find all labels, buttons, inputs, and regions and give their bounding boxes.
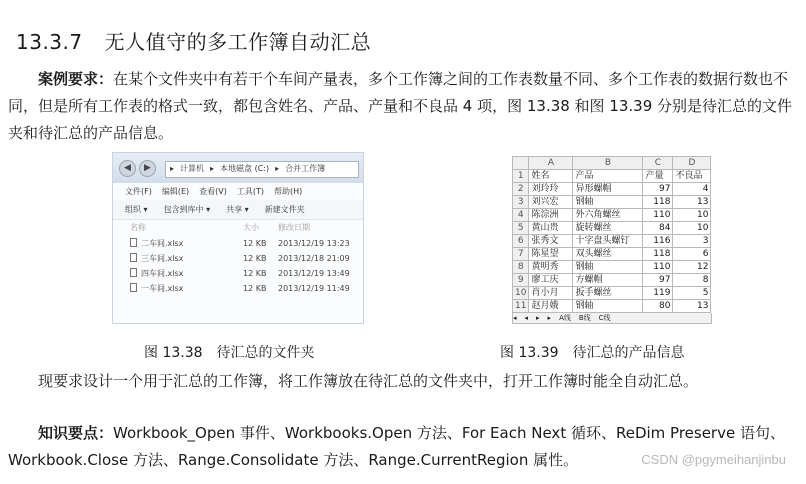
breadcrumb-local-disk[interactable]: 本地磁盘 (C:) (220, 164, 270, 173)
address-bar[interactable] (165, 161, 359, 178)
header-date[interactable]: 修改日期 (278, 223, 310, 232)
header-name[interactable]: 名称 (130, 223, 146, 232)
new-folder-button[interactable]: 新建文件夹 (264, 205, 305, 214)
breadcrumb-computer[interactable]: 计算机 (180, 164, 205, 173)
cell[interactable]: 廖工庆 (529, 274, 573, 287)
sheet-row (513, 261, 711, 274)
cell[interactable]: 119 (643, 287, 673, 300)
column-header[interactable]: C (643, 157, 673, 170)
row-header[interactable]: 4 (513, 209, 529, 222)
file-name: 三车间.xlsx (141, 254, 184, 263)
breadcrumb-arrow-icon: ▸ (275, 164, 280, 173)
cell[interactable]: 116 (643, 235, 673, 248)
cell[interactable]: 钢轴 (573, 196, 643, 209)
cell[interactable]: 4 (673, 183, 711, 196)
cell[interactable]: 5 (673, 287, 711, 300)
knowledge-text: Workbook_Open 事件、Workbooks.Open 方法、For Each Next 循环、ReDim Preserve 语句、Workbook.Close 方法、Range.Consolidate 方法、Range.CurrentRegion 属性。 (8, 424, 785, 469)
sheet-tab-bar (512, 313, 712, 324)
section-number: 13.3.7 (16, 30, 83, 54)
cell[interactable]: 异形螺帽 (573, 183, 643, 196)
excel-file-icon (130, 268, 137, 277)
cell[interactable]: 十字盘头螺钉 (573, 235, 643, 248)
column-header-row (513, 157, 711, 170)
cell[interactable]: 97 (643, 183, 673, 196)
cell[interactable]: 方螺帽 (573, 274, 643, 287)
file-size: 12 KB (243, 239, 267, 248)
sheet-row (513, 248, 711, 261)
file-row[interactable] (113, 251, 363, 266)
menu-edit[interactable]: 编辑(E) (161, 187, 190, 196)
requirement-text: 在某个文件夹中有若干个车间产量表，多个工作簿之间的工作表数量不同、多个工作表的数据行数也不同，但是所有工作表的格式一致，都包含姓名、产品、产量和不良品 4 项，图 13.38 和图 13.39 分别是待汇总的文件夹和待汇总的产品信息。 (8, 70, 793, 142)
row-header[interactable]: 10 (513, 287, 529, 300)
cell[interactable]: 110 (643, 261, 673, 274)
file-size: 12 KB (243, 269, 267, 278)
file-list-header (113, 220, 363, 236)
sheet-tab-c[interactable]: C线 (598, 314, 611, 322)
task-paragraph: 现要求设计一个用于汇总的工作簿，将工作簿放在待汇总的文件夹中，打开工作簿时能全自动汇总。 (38, 372, 699, 390)
row-header[interactable]: 2 (513, 183, 529, 196)
sheet-row (513, 300, 711, 313)
cell[interactable]: 84 (643, 222, 673, 235)
breadcrumb-arrow-icon: ▸ (170, 164, 175, 173)
column-header[interactable]: B (573, 157, 643, 170)
cell[interactable]: 118 (643, 196, 673, 209)
excel-file-icon (130, 238, 137, 247)
cell[interactable]: 外六角螺丝 (573, 209, 643, 222)
cell[interactable]: 3 (673, 235, 711, 248)
cell[interactable]: 张秀文 (529, 235, 573, 248)
explorer-toolbar (113, 200, 363, 220)
row-header[interactable]: 5 (513, 222, 529, 235)
cell[interactable]: 陈星望 (529, 248, 573, 261)
cell[interactable]: 10 (673, 209, 711, 222)
menu-view[interactable]: 查看(V) (199, 187, 227, 196)
header-size[interactable]: 大小 (243, 223, 259, 232)
row-header[interactable]: 11 (513, 300, 529, 313)
cell[interactable]: 黄明秀 (529, 261, 573, 274)
spreadsheet-grid (512, 156, 711, 313)
cell[interactable]: 118 (643, 248, 673, 261)
section-title: 无人值守的多工作簿自动汇总 (104, 30, 372, 54)
file-date: 2013/12/19 13:23 (278, 239, 350, 248)
file-name: 二车间.xlsx (141, 239, 184, 248)
cell[interactable]: 产量 (643, 170, 673, 183)
row-header[interactable]: 8 (513, 261, 529, 274)
cell[interactable]: 13 (673, 300, 711, 313)
cell[interactable]: 10 (673, 222, 711, 235)
file-row[interactable] (113, 266, 363, 281)
cell[interactable]: 黄山贵 (529, 222, 573, 235)
row-header[interactable]: 9 (513, 274, 529, 287)
file-date: 2013/12/19 13:49 (278, 269, 350, 278)
excel-file-icon (130, 253, 137, 262)
prev-sheet-icon[interactable]: ◂ (524, 314, 529, 322)
excel-file-icon (130, 283, 137, 292)
cell[interactable]: 扳手螺丝 (573, 287, 643, 300)
section-heading (16, 26, 371, 55)
file-size: 12 KB (243, 284, 267, 293)
cell[interactable]: 陈淙洲 (529, 209, 573, 222)
cell[interactable]: 钢轴 (573, 261, 643, 274)
include-in-library-button[interactable]: 包含到库中 ▾ (163, 205, 211, 214)
cell[interactable]: 钢轴 (573, 300, 643, 313)
sheet-row (513, 235, 711, 248)
watermark: CSDN @pgymeihanjinbu (641, 452, 786, 467)
menu-file[interactable]: 文件(F) (125, 187, 152, 196)
sheet-tab-a[interactable]: A线 (559, 314, 571, 322)
explorer-window (112, 152, 364, 324)
sheet-row (513, 196, 711, 209)
cell[interactable]: 刘兴宏 (529, 196, 573, 209)
file-size: 12 KB (243, 254, 267, 263)
sheet-row (513, 287, 711, 300)
file-date: 2013/12/19 11:49 (278, 284, 350, 293)
cell[interactable]: 旋转螺丝 (573, 222, 643, 235)
cell[interactable]: 姓名 (529, 170, 573, 183)
file-name: 四车间.xlsx (141, 269, 184, 278)
select-all-corner[interactable] (513, 157, 529, 170)
cell[interactable]: 不良品 (673, 170, 711, 183)
cell[interactable]: 12 (673, 261, 711, 274)
next-sheet-icon[interactable]: ▸ (536, 314, 540, 322)
row-header[interactable]: 1 (513, 170, 529, 183)
cell[interactable]: 肖小月 (529, 287, 573, 300)
menu-tools[interactable]: 工具(T) (236, 187, 264, 196)
file-row[interactable] (113, 281, 363, 296)
knowledge-label: 知识要点： (38, 424, 114, 442)
back-button-icon[interactable]: ◀ (119, 160, 136, 177)
requirement-paragraph (8, 66, 794, 147)
cell[interactable]: 110 (643, 209, 673, 222)
breadcrumb-arrow-icon: ▸ (210, 164, 215, 173)
figure-1-caption: 图 13.38 待汇总的文件夹 (144, 345, 315, 361)
requirement-label: 案例要求： (38, 70, 114, 88)
cell[interactable]: 产品 (573, 170, 643, 183)
sheet-row (513, 170, 711, 183)
row-header[interactable]: 7 (513, 248, 529, 261)
first-sheet-icon[interactable]: ◂ (513, 314, 517, 322)
sheet-tab-b[interactable]: B线 (578, 314, 591, 322)
cell[interactable]: 赵月娥 (529, 300, 573, 313)
figure-2-caption: 图 13.39 待汇总的产品信息 (500, 345, 685, 361)
sheet-row (513, 209, 711, 222)
organize-button[interactable]: 组织 ▾ (125, 205, 148, 214)
cell[interactable]: 80 (643, 300, 673, 313)
column-header[interactable]: D (673, 157, 711, 170)
explorer-titlebar (113, 153, 363, 183)
cell[interactable]: 刘玲玲 (529, 183, 573, 196)
explorer-menu-bar (113, 183, 363, 200)
cell[interactable]: 6 (673, 248, 711, 261)
file-row[interactable] (113, 236, 363, 251)
cell[interactable]: 8 (673, 274, 711, 287)
cell[interactable]: 97 (643, 274, 673, 287)
row-header[interactable]: 3 (513, 196, 529, 209)
sheet-row (513, 222, 711, 235)
last-sheet-icon[interactable]: ▸ (547, 314, 552, 322)
spreadsheet (512, 156, 714, 324)
forward-button-icon[interactable]: ▶ (139, 160, 156, 177)
share-button[interactable]: 共享 ▾ (226, 205, 249, 214)
cell[interactable]: 13 (673, 196, 711, 209)
column-header[interactable]: A (529, 157, 573, 170)
sheet-row (513, 183, 711, 196)
cell[interactable]: 双头螺丝 (573, 248, 643, 261)
row-header[interactable]: 6 (513, 235, 529, 248)
file-date: 2013/12/18 21:09 (278, 254, 350, 263)
breadcrumb-folder[interactable]: 合并工作簿 (285, 164, 326, 173)
menu-help[interactable]: 帮助(H) (274, 187, 303, 196)
sheet-row (513, 274, 711, 287)
file-name: 一车间.xlsx (141, 284, 184, 293)
